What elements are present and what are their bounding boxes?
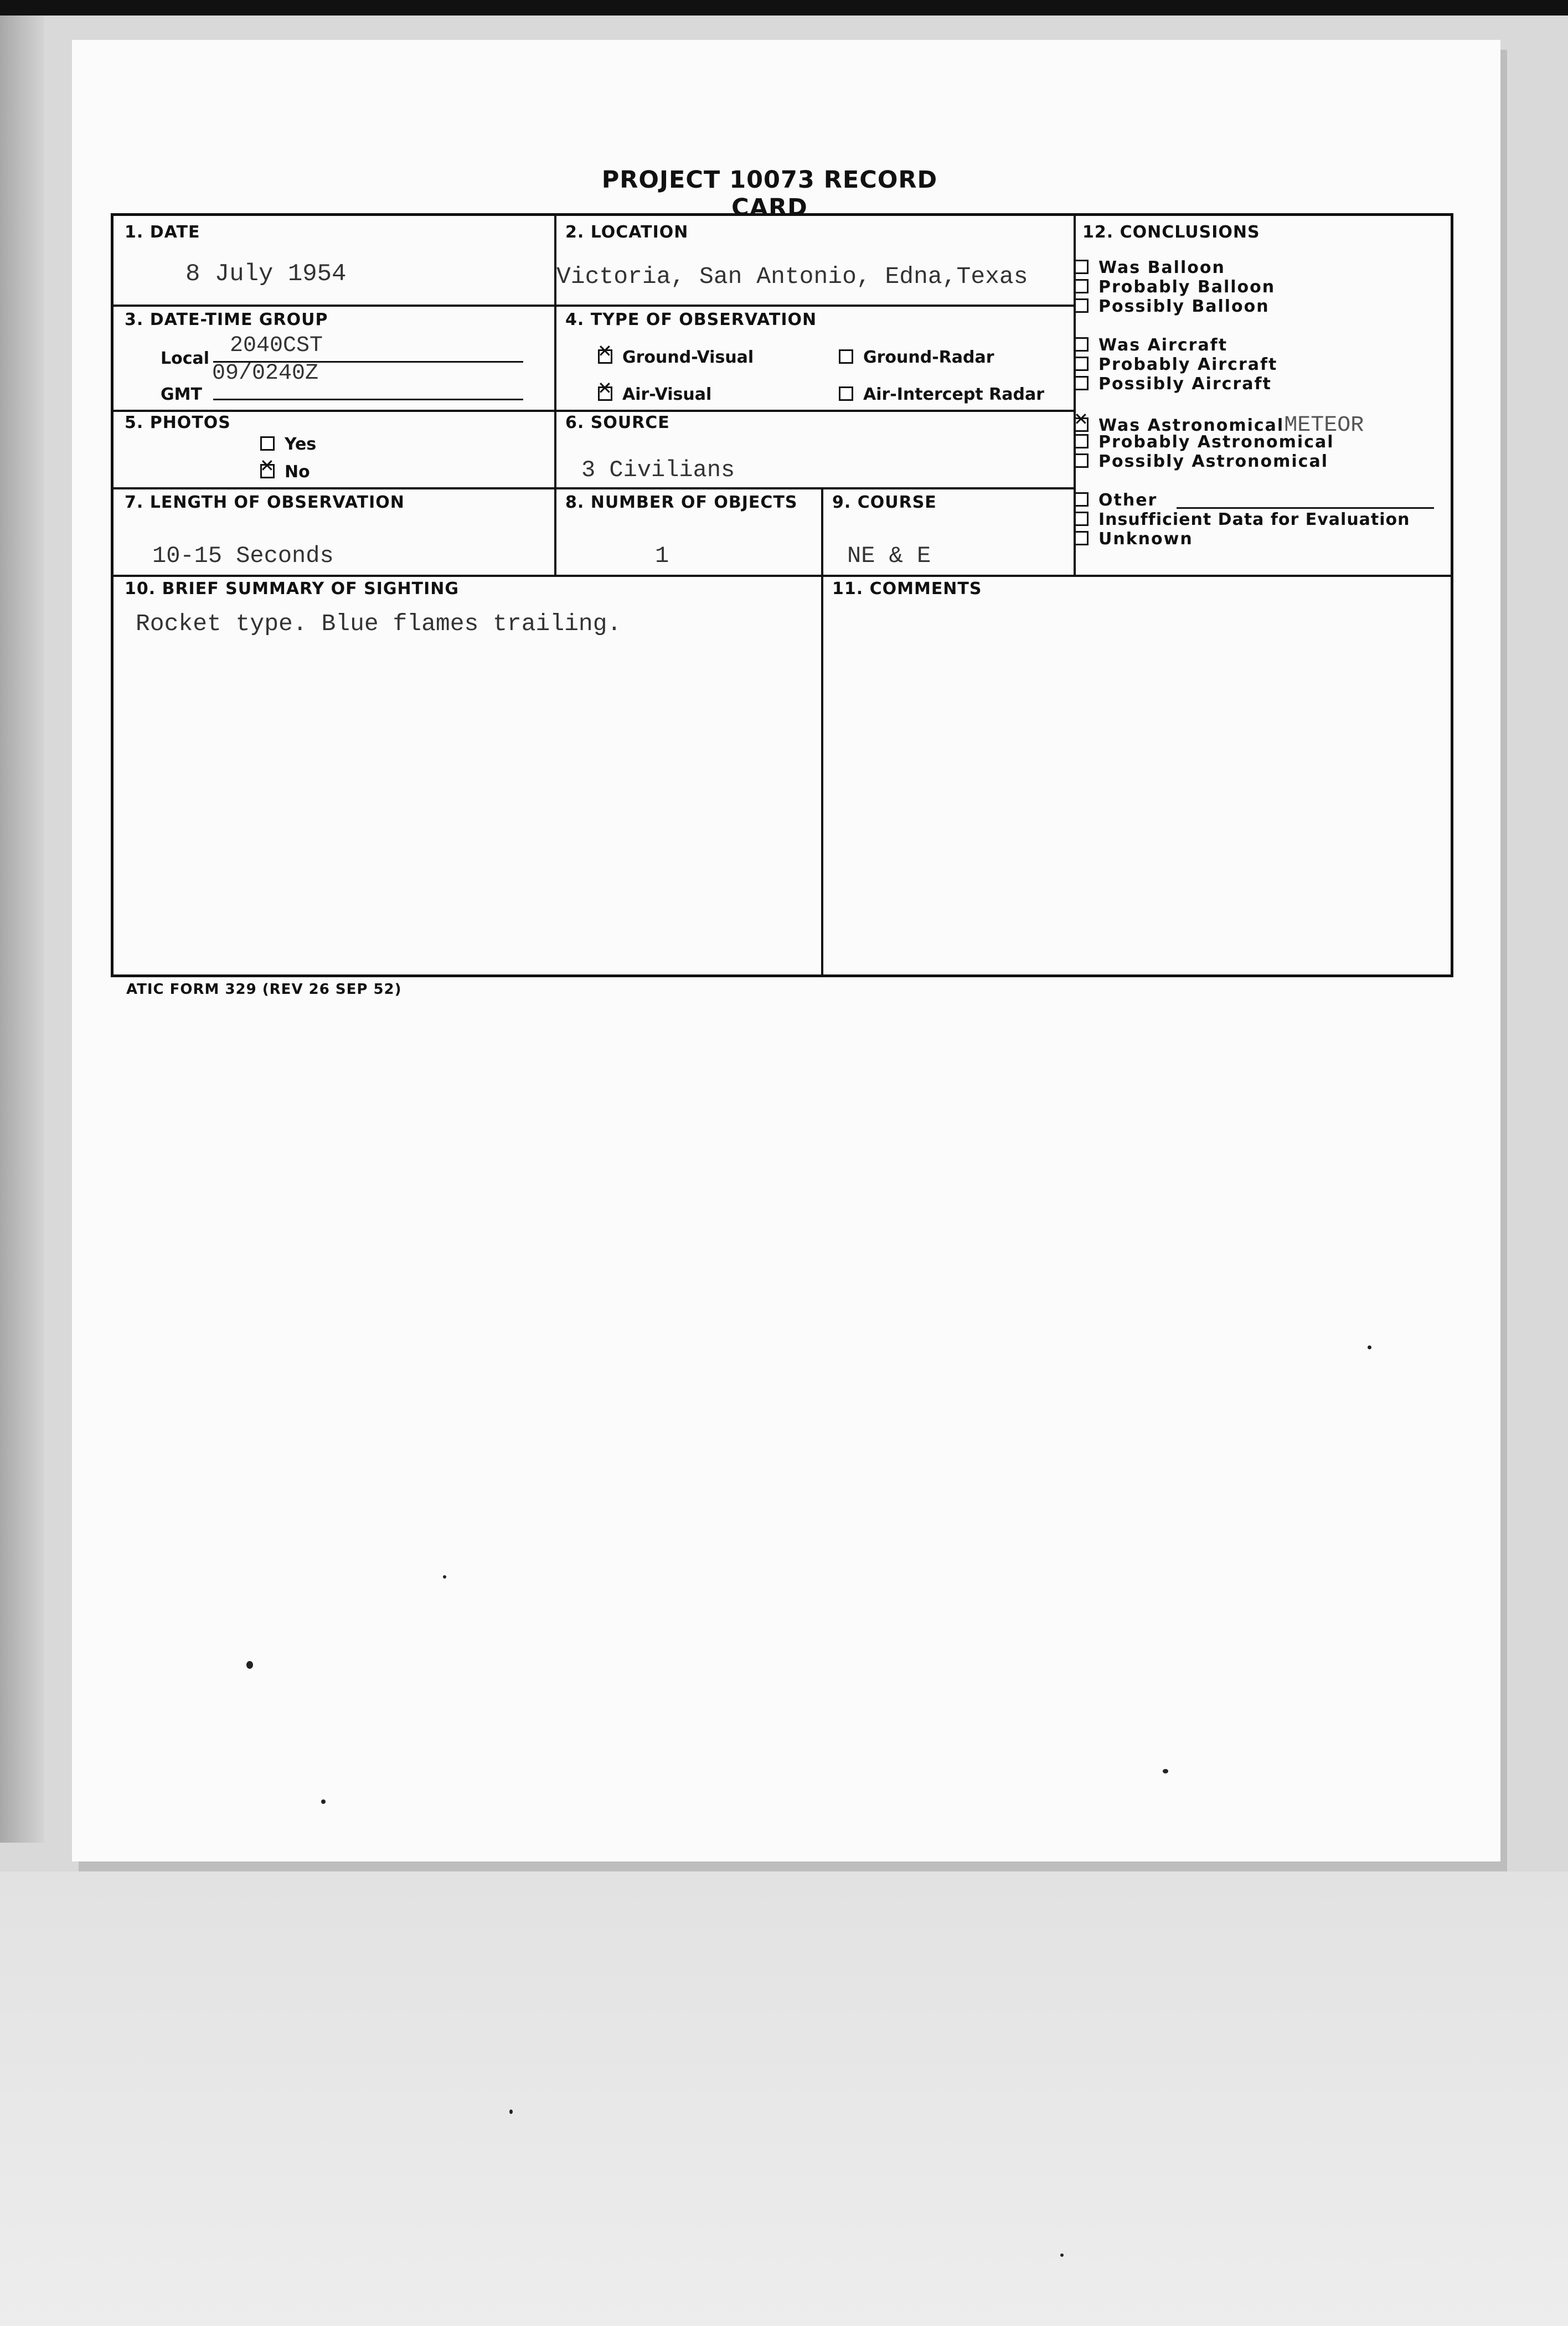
gmt-value: 09/0240Z <box>212 361 319 386</box>
form-number: ATIC FORM 329 (REV 26 SEP 52) <box>126 981 402 998</box>
source-label: 6. SOURCE <box>565 413 670 432</box>
conclusion-was-balloon: Was Balloon <box>1074 258 1225 277</box>
card-title: PROJECT 10073 RECORD CARD <box>601 166 938 221</box>
gmt-underline <box>213 399 523 400</box>
lower-sheet <box>0 1871 1568 2326</box>
local-value: 2040CST <box>230 333 323 358</box>
checkbox-icon <box>1074 512 1089 526</box>
option-ground-radar: Ground-Radar <box>839 348 994 367</box>
checkbox-icon <box>1074 357 1089 371</box>
scan-speck <box>509 2110 513 2114</box>
conclusion-was-aircraft: Was Aircraft <box>1074 336 1227 355</box>
location-value: Victoria, San Antonio, Edna,Texas <box>556 263 1028 290</box>
meteor-note: METEOR <box>1284 413 1364 438</box>
option-photos-yes: Yes <box>260 435 316 454</box>
photos-label: 5. PHOTOS <box>125 413 231 432</box>
conclusion-probably-balloon: Probably Balloon <box>1074 277 1275 297</box>
checkbox-icon <box>1074 279 1089 293</box>
checkbox-icon <box>1074 260 1089 274</box>
course-label: 9. COURSE <box>832 493 937 512</box>
option-ground-visual: ✕Ground-Visual <box>598 348 754 367</box>
conclusion-was-astronomical: ✕Was AstronomicalMETEOR <box>1074 413 1364 438</box>
conclusion-unknown: Unknown <box>1074 529 1193 549</box>
checked-checkbox-icon <box>260 464 275 478</box>
checked-checkbox-icon <box>598 386 612 401</box>
page-shadow <box>0 16 44 1843</box>
conclusion-other: Other <box>1074 491 1157 510</box>
divider <box>821 487 823 575</box>
location-label: 2. LOCATION <box>565 223 689 242</box>
conclusions-label: 12. CONCLUSIONS <box>1082 223 1260 242</box>
checkbox-icon <box>1074 434 1089 448</box>
observation-type-label: 4. TYPE OF OBSERVATION <box>565 310 817 329</box>
checkbox-icon <box>1074 531 1089 545</box>
divider <box>114 305 1076 307</box>
scan-speck <box>1163 1769 1168 1773</box>
date-label: 1. DATE <box>125 223 200 242</box>
scan-speck <box>1368 1345 1371 1349</box>
comments-label: 11. COMMENTS <box>832 579 982 599</box>
checkbox-icon <box>1074 337 1089 352</box>
conclusion-possibly-balloon: Possibly Balloon <box>1074 297 1270 316</box>
record-card-form <box>111 213 1453 977</box>
checkbox-icon <box>1074 376 1089 390</box>
scan-speck <box>443 1575 446 1579</box>
checkbox-icon <box>839 386 853 401</box>
divider <box>114 410 1076 412</box>
source-value: 3 Civilians <box>581 457 735 483</box>
checkbox-icon <box>839 349 853 364</box>
local-label: Local <box>161 349 210 368</box>
conclusion-probably-aircraft: Probably Aircraft <box>1074 355 1277 374</box>
conclusion-possibly-astronomical: Possibly Astronomical <box>1074 452 1328 471</box>
checkbox-icon <box>1074 492 1089 507</box>
other-underline <box>1177 507 1434 509</box>
scan-speck <box>1060 2253 1064 2257</box>
scan-speck <box>246 1661 253 1669</box>
divider <box>114 487 1076 489</box>
num-objects-label: 8. NUMBER OF OBJECTS <box>565 493 798 512</box>
checkbox-icon <box>1074 298 1089 313</box>
conclusion-probably-astronomical: Probably Astronomical <box>1074 432 1334 452</box>
course-value: NE & E <box>847 543 931 569</box>
length-label: 7. LENGTH OF OBSERVATION <box>125 493 405 512</box>
checkbox-icon <box>1074 453 1089 468</box>
checked-checkbox-icon <box>598 349 612 364</box>
divider <box>114 575 1451 577</box>
option-photos-no: ✕No <box>260 462 310 482</box>
conclusion-insufficient-data: Insufficient Data for Evaluation <box>1074 510 1410 529</box>
film-frame-edge <box>0 0 1568 16</box>
summary-value: Rocket type. Blue flames trailing. <box>136 610 622 637</box>
gmt-label: GMT <box>161 385 202 404</box>
checkbox-icon <box>260 436 275 451</box>
checked-checkbox-icon <box>1074 417 1089 432</box>
scan-speck <box>321 1799 326 1804</box>
date-value: 8 July 1954 <box>185 260 347 288</box>
dtg-label: 3. DATE-TIME GROUP <box>125 310 328 329</box>
conclusion-possibly-aircraft: Possibly Aircraft <box>1074 374 1272 394</box>
option-air-intercept-radar: Air-Intercept Radar <box>839 385 1044 404</box>
length-value: 10-15 Seconds <box>152 543 334 569</box>
num-objects-value: 1 <box>655 543 669 569</box>
option-air-visual: ✕Air-Visual <box>598 385 711 404</box>
divider <box>821 575 823 974</box>
summary-label: 10. BRIEF SUMMARY OF SIGHTING <box>125 579 459 599</box>
